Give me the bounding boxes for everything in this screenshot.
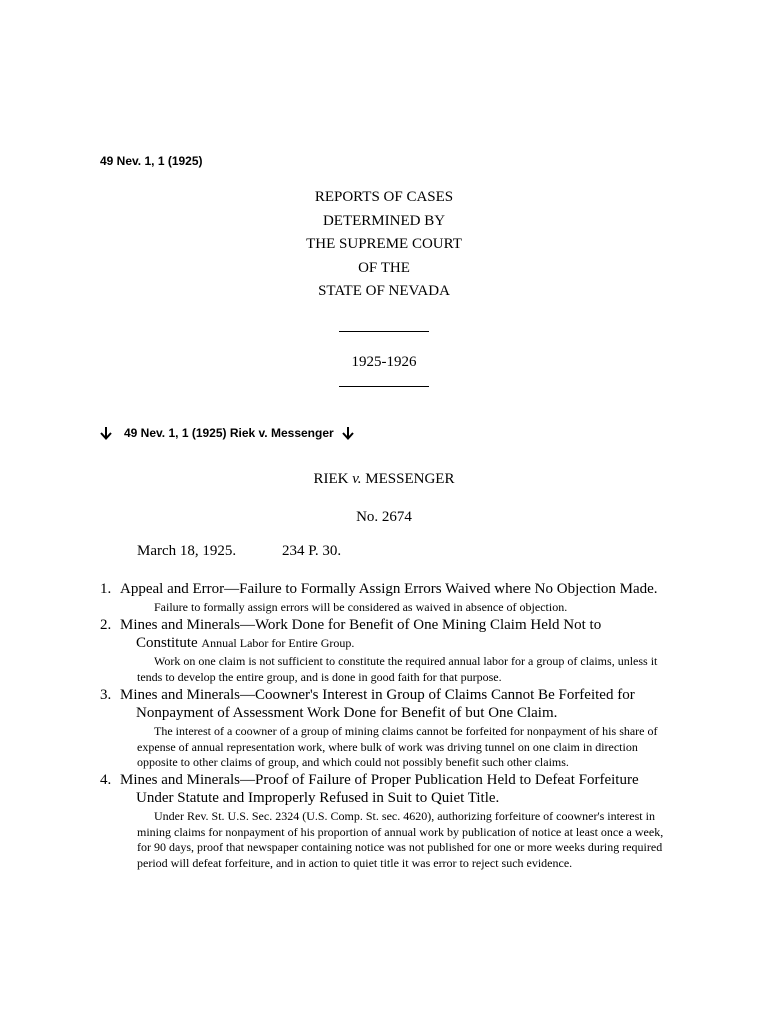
down-arrow-icon[interactable] bbox=[100, 426, 112, 440]
headnote-number: 4. bbox=[100, 772, 112, 789]
reporter-citation: 234 P. 30. bbox=[282, 543, 342, 559]
headnote-number: 1. bbox=[100, 581, 112, 597]
headnote-title bbox=[100, 771, 680, 807]
party-plaintiff: RIEK bbox=[313, 471, 349, 487]
headnote-title-text: Under Statute and Improperly Refused in Suit to Quiet Title. bbox=[136, 790, 500, 807]
case-number: No. 2674 bbox=[356, 509, 412, 525]
reports-line: DETERMINED BY bbox=[322, 212, 446, 229]
headnote bbox=[100, 616, 680, 685]
headnotes bbox=[100, 580, 680, 871]
reports-title-block bbox=[0, 186, 768, 304]
decision-date: March 18, 1925. bbox=[137, 543, 237, 559]
case-navigation-label[interactable]: 49 Nev. 1, 1 (1925) Riek v. Messenger bbox=[124, 426, 334, 440]
reports-line: THE SUPREME COURT bbox=[306, 236, 462, 253]
headnote-title bbox=[100, 580, 680, 598]
headnote-body: Work on one claim is not sufficient to constitute the required annual labor for a group of claims, unless it tends to develop the entire group, and is done in good faith for that purpose. bbox=[137, 654, 658, 684]
horizontal-rule bbox=[339, 331, 429, 332]
headnote-title-small: Annual Labor for Entire Group. bbox=[201, 636, 355, 651]
volume-years: 1925-1926 bbox=[351, 354, 417, 370]
horizontal-rule bbox=[339, 386, 429, 387]
citation-header: 49 Nev. 1, 1 (1925) bbox=[100, 154, 203, 168]
headnote-title-text: Mines and Minerals—Coowner's Interest in Group of Claims Cannot Be Forfeited for bbox=[120, 687, 635, 704]
versus: v. bbox=[352, 471, 362, 487]
headnote bbox=[100, 580, 680, 615]
party-defendant: MESSENGER bbox=[365, 471, 455, 487]
headnote-title-text: Appeal and Error—Failure to Formally Assign Errors Waived where No Objection Made. bbox=[120, 581, 658, 597]
reports-line: OF THE bbox=[358, 259, 410, 276]
headnote-body: The interest of a coowner of a group of mining claims cannot be forfeited for nonpayment of his share of expense of annual representation work, where bulk of work was driving tunnel on one claim in direction opposite to other claims of group, and which could not possibly benefit such other claims. bbox=[137, 724, 658, 770]
down-arrow-icon[interactable] bbox=[342, 426, 354, 440]
headnote bbox=[100, 771, 680, 871]
headnote bbox=[100, 686, 680, 770]
headnote-number: 2. bbox=[100, 617, 112, 634]
headnote-body: Failure to formally assign errors will be considered as waived in absence of objection. bbox=[154, 600, 568, 614]
case-navigation bbox=[100, 426, 354, 440]
headnote-title bbox=[100, 686, 680, 722]
reports-line: STATE OF NEVADA bbox=[318, 283, 450, 300]
headnote-title-text: Mines and Minerals—Work Done for Benefit of One Mining Claim Held Not to bbox=[120, 617, 602, 634]
reports-line: REPORTS OF CASES bbox=[314, 189, 454, 205]
case-title bbox=[0, 471, 768, 488]
headnote-title-text: Mines and Minerals—Proof of Failure of Proper Publication Held to Defeat Forfeiture bbox=[120, 772, 639, 789]
headnote-number: 3. bbox=[100, 687, 112, 704]
headnote-title-text: Nonpayment of Assessment Work Done for Benefit of but One Claim. bbox=[136, 705, 558, 722]
headnote-title bbox=[100, 616, 680, 652]
headnote-body: Under Rev. St. U.S. Sec. 2324 (U.S. Comp. St. sec. 4620), authorizing forfeiture of coowner's interest in mining claims for nonpayment of his proportion of annual work by publication of notice at least once a week, for 90 days, proof that newspaper containing notice was not published for one or more weeks during required period will defeat forfeiture, and in action to quiet title it was error to reject such evidence. bbox=[137, 809, 664, 870]
headnote-title-text: Constitute bbox=[136, 635, 198, 652]
